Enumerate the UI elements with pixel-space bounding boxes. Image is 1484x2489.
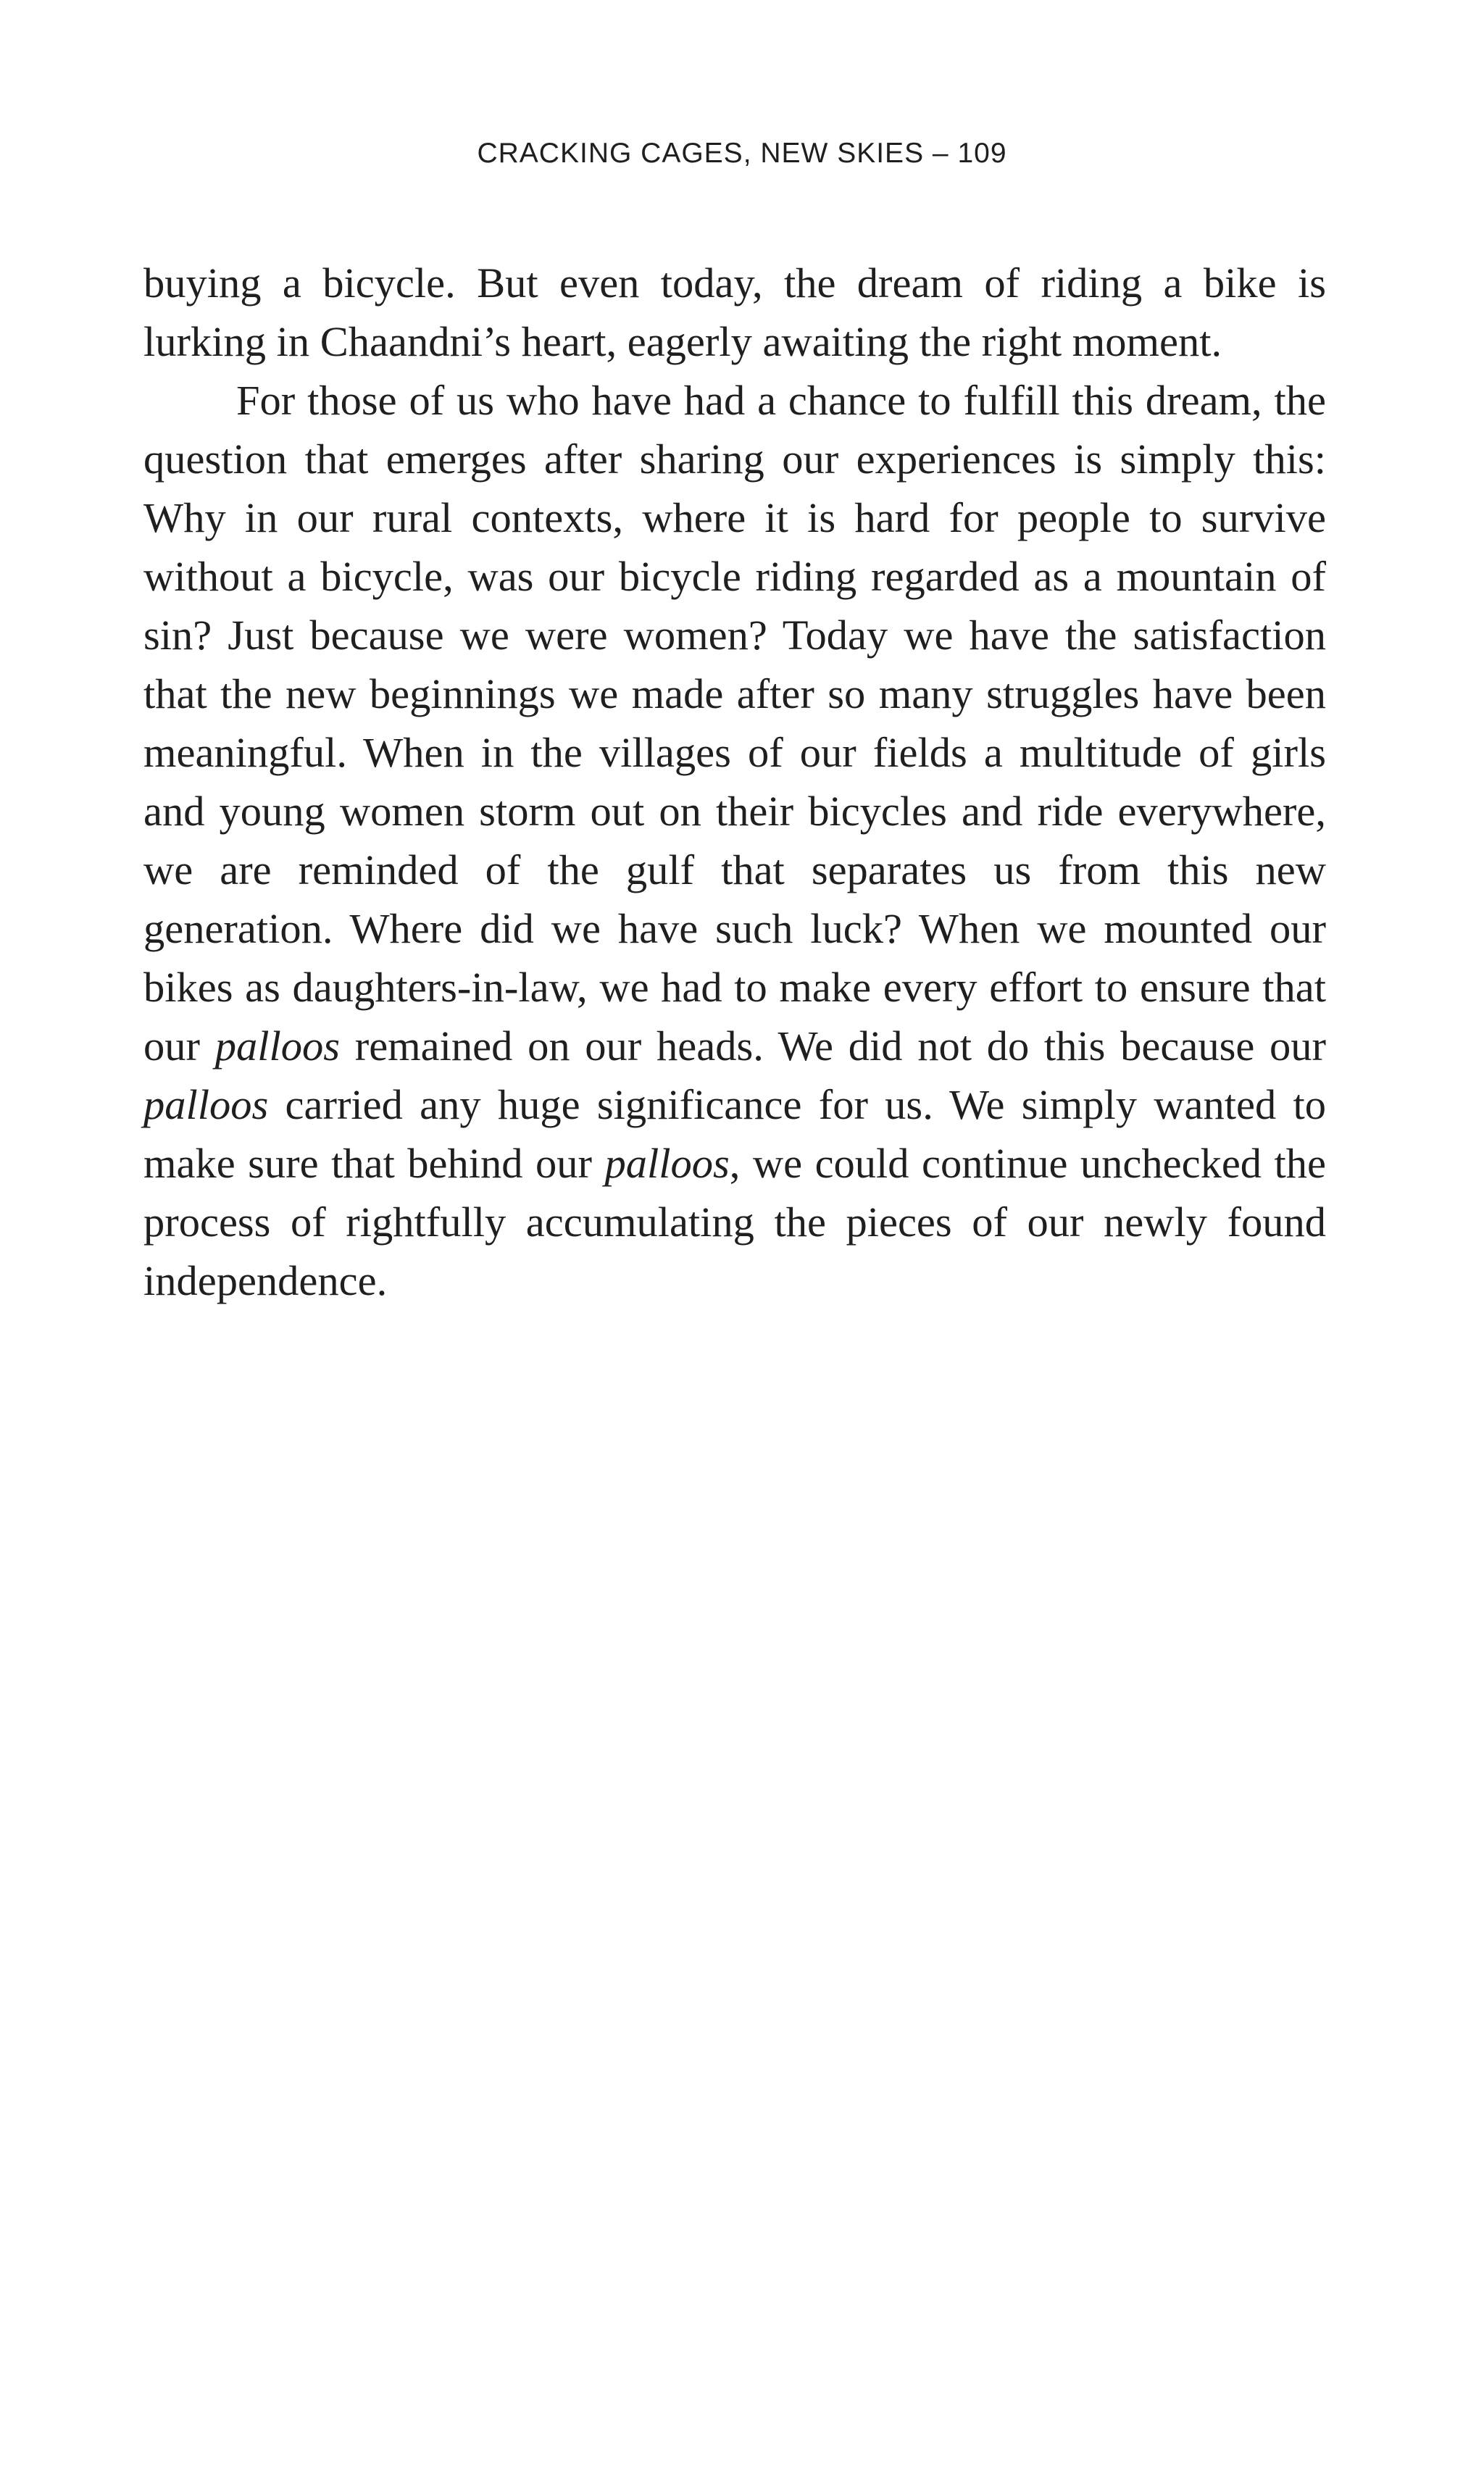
italic-term: palloos <box>214 1022 340 1070</box>
paragraph <box>143 254 1326 371</box>
italic-term: palloos <box>604 1140 730 1187</box>
paragraph <box>143 371 1326 1310</box>
text-segment: , we could continue unchecked the process of rightfully accumulating the pieces of our newly found independence. <box>143 1140 1326 1304</box>
text-segment: buying a bicycle. But even today, the dream of riding a bike is lurking in Chaandni’s heart, eagerly awaiting the right moment. <box>143 259 1326 365</box>
text-segment: carried any huge significance for us. We simply wanted to make sure that behind our <box>143 1081 1326 1187</box>
text-segment: For those of us who have had a chance to fulfill this dream, the question that emerges after sharing our experiences is simply this: Why in our rural contexts, where it is hard for people to survive without a bicycle, was our bicycle riding regarded as a mountain of sin? Just because we were women? Today we have the satisfaction that the new beginnings we made after so many struggles have been meaningful. When in the villages of our fields a multitude of girls and young women storm out on their bicycles and ride everywhere, we are reminded of the gulf that separates us from this new generation. Where did we have such luck? When we mounted our bikes as daughters-in-law, we had to make every effort to ensure that our <box>143 377 1326 1070</box>
italic-term: palloos <box>143 1081 269 1128</box>
body-text <box>143 254 1326 1310</box>
text-segment: remained on our heads. We did not do this because our <box>340 1022 1327 1070</box>
running-head: CRACKING CAGES, NEW SKIES – 109 <box>477 138 1007 169</box>
